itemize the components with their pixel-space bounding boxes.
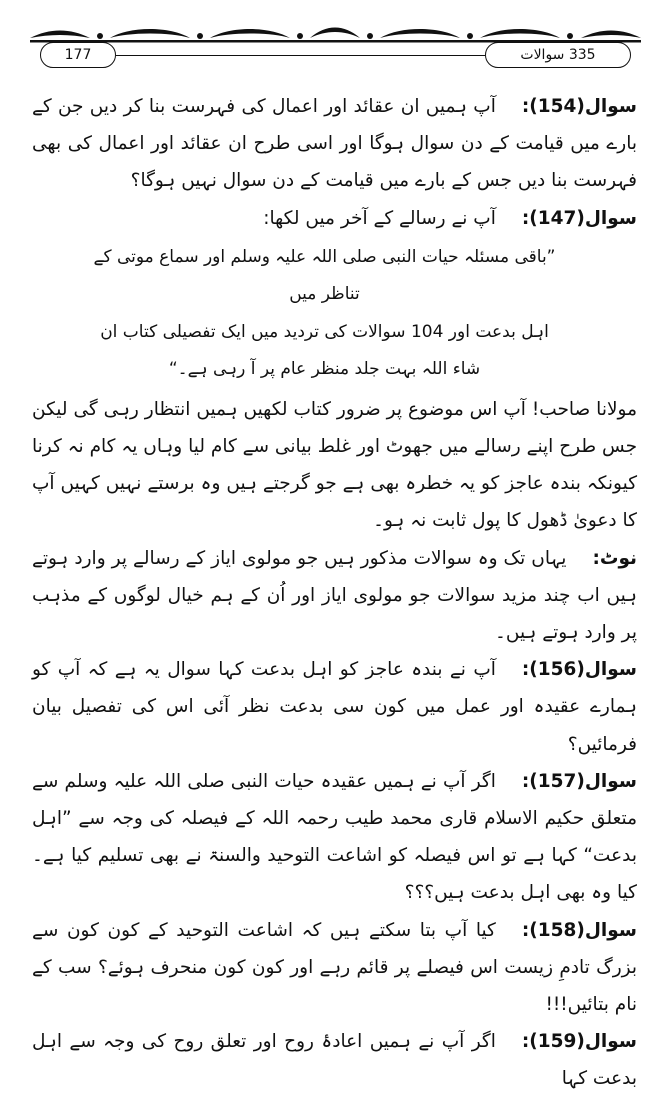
question-text: آپ نے بندہ عاجز کو اہل بدعت کہا سوال یہ ہے کہ آپ کو ہمارے عقیدہ اور عمل میں کون سی بدعت نظر آئی اس کی تفصیل بیان فرمائیں؟ — [32, 659, 637, 755]
question-154 — [32, 88, 637, 200]
question-label: سوال(156): — [521, 659, 637, 681]
note-text: یہاں تک وہ سوالات مذکور ہیں جو مولوی ایاز کے رسالے پر وارد ہوتے ہیں اب چند مزید سوالات جو مولوی ایاز اور اُن کے ہم خیال لوگوں کے مذہب پر وارد ہوتے ہیں۔ — [32, 547, 637, 644]
question-label: سوال(154): — [521, 96, 637, 117]
header-rule-left — [116, 55, 296, 56]
question-157 — [32, 763, 637, 912]
question-147 — [32, 200, 637, 237]
paragraph: مولانا صاحب! آپ اس موضوع پر ضرور کتاب لکھیں ہمیں انتظار رہی گی لیکن جس طرح اپنے رسالے میں جھوٹ اور غلط بیانی سے کام لیا وہاں یہ کام نہ کرنا کیونکہ بندہ عاجز کو یہ خطرہ بھی ہے جو گرجتے ہیں وہ برستے نہیں کہیں آپ کا دعویٰ ڈھول کا پول ثابت نہ ہو۔ — [32, 398, 637, 532]
page-number: 177 — [40, 42, 116, 68]
chapter-title: 335 سوالات — [485, 42, 631, 68]
block-quote — [72, 239, 577, 389]
question-label: سوال(157): — [521, 770, 637, 792]
question-label: سوال(159): — [521, 1031, 637, 1053]
question-text: اگر آپ نے ہمیں عقیدہ حیات النبی صلی اللہ علیہ وسلم سے متعلق حکیم الاسلام قاری محمد طیب رحمہ اللہ کے فیصلہ کی وجہ سے ”اہل بدعت“ کہا ہے تو اس فیصلہ کو اشاعت التوحید والسنۃ نے بھی تسلیم کیا ہے۔ کیا وہ بھی اہل بدعت ہیں؟؟؟ — [32, 770, 637, 904]
question-text: آپ نے رسالے کے آخر میں لکھا: — [263, 207, 496, 229]
page-body — [32, 88, 637, 1098]
question-text: آپ ہمیں ان عقائد اور اعمال کی فہرست بنا کر دیں جن کے بارے میں قیامت کے دن سوال ہوگا اور اسی طرح ان عقائد اور اعمال کی بھی فہرست بنا دیں جس کے بارے میں قیامت کے دن سوال نہیں ہوگا؟ — [32, 96, 637, 192]
question-156 — [32, 651, 637, 763]
quote-line: شاء اللہ بہت جلد منظر عام پر آ رہی ہے۔“ — [168, 359, 481, 380]
question-text: اگر آپ نے ہمیں اعادۂ روح اور تعلق روح کی وجہ سے اہل بدعت کہا — [32, 1031, 637, 1090]
page-header — [0, 36, 671, 86]
quote-line: اہل بدعت اور 104 سوالات کی تردید میں ایک تفصیلی کتاب ان — [100, 321, 549, 342]
question-text: کیا آپ بتا سکتے ہیں کہ اشاعت التوحید کے کون کون سے بزرگ تادمِ زیست اس فیصلے پر قائم رہے اور کون کون منحرف ہوئے؟ سب کے نام بتائیں!!! — [32, 919, 637, 1016]
quote-line: ”باقی مسئلہ حیات النبی صلی اللہ علیہ وسلم اور سماع موتی کے تناظر میں — [93, 246, 556, 305]
note — [32, 540, 637, 652]
question-158 — [32, 912, 637, 1024]
note-label: نوٹ: — [592, 547, 637, 569]
question-label: سوال(147): — [521, 207, 637, 229]
question-label: سوال(158): — [521, 919, 637, 941]
header-rule-right — [296, 55, 485, 56]
